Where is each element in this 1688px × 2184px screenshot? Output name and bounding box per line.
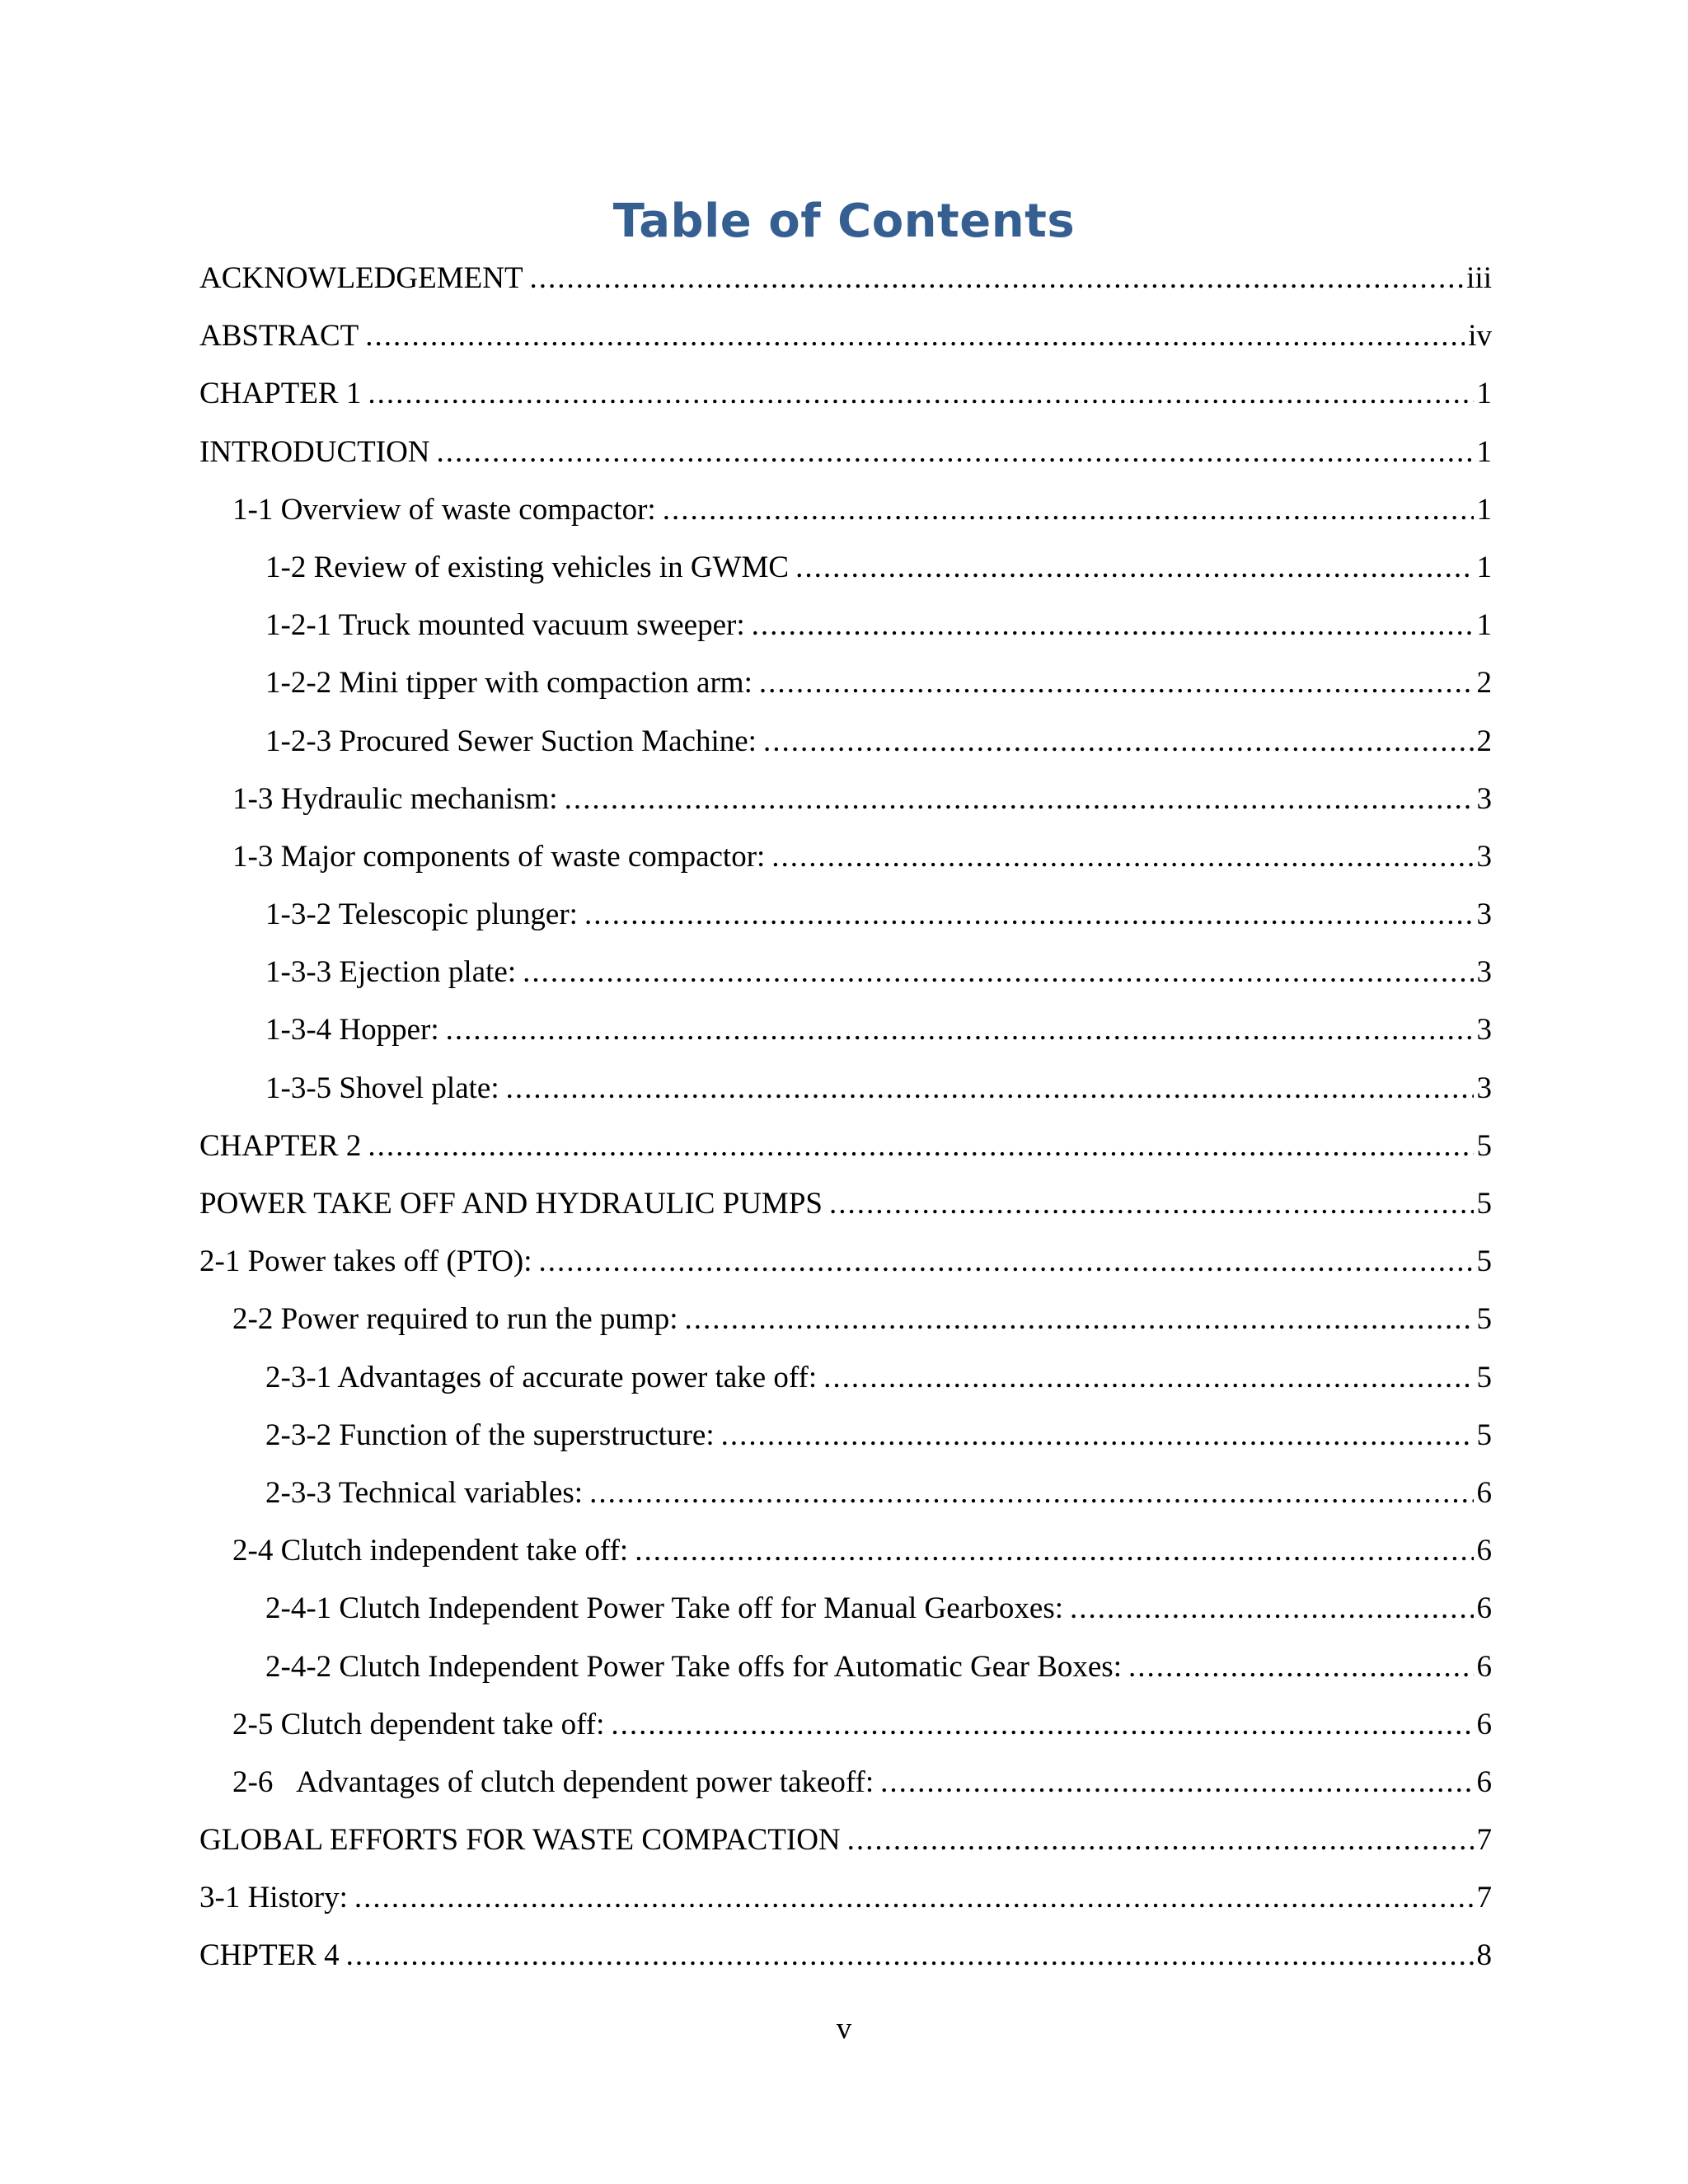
dot-leader <box>523 949 1473 996</box>
toc-entry[interactable] <box>199 602 1492 660</box>
dot-leader <box>446 1007 1474 1053</box>
toc-entry[interactable] <box>199 1066 1492 1123</box>
toc-entry-title: 2-4-2 Clutch Independent Power Take offs for Automatic Gear Boxes: <box>265 1649 1122 1684</box>
dot-leader <box>635 1528 1473 1574</box>
toc-entry-title: 1-2 Review of existing vehicles in GWMC <box>265 550 790 584</box>
toc-entry-page: 7 <box>1476 1881 1492 1915</box>
toc-entry-title: 1-2-2 Mini tipper with compaction arm: <box>265 666 753 701</box>
toc-entry-page: 5 <box>1476 1302 1492 1337</box>
toc-entry-page: 1 <box>1476 434 1492 469</box>
dot-leader <box>763 719 1474 765</box>
toc-entry-page: 8 <box>1476 1938 1492 1973</box>
dot-leader <box>584 892 1474 938</box>
toc-entry[interactable] <box>199 313 1492 371</box>
dot-leader <box>368 1123 1473 1169</box>
toc-entry[interactable] <box>199 1181 1492 1239</box>
dot-leader <box>752 602 1474 649</box>
toc-entry-page: 6 <box>1476 1591 1492 1626</box>
toc-entry[interactable] <box>199 1528 1492 1586</box>
toc-entry-page: 1 <box>1476 492 1492 527</box>
toc-entry[interactable] <box>199 1470 1492 1528</box>
toc-entry[interactable] <box>199 1123 1492 1181</box>
toc-entry-page: 6 <box>1476 1649 1492 1684</box>
toc-entry-page: iii <box>1466 261 1492 295</box>
toc-entry-title: 1-3-5 Shovel plate: <box>265 1071 499 1105</box>
toc-entry-page: 3 <box>1476 1071 1492 1105</box>
dot-leader <box>795 545 1473 591</box>
dot-leader <box>539 1239 1474 1285</box>
toc-entry[interactable] <box>199 776 1492 834</box>
dot-leader <box>1128 1644 1474 1690</box>
toc-entry-page: 5 <box>1476 1187 1492 1221</box>
toc-entry-title: 1-2-3 Procured Sewer Suction Machine: <box>265 724 757 758</box>
toc-entry-page: 1 <box>1476 550 1492 584</box>
toc-entry[interactable] <box>199 371 1492 429</box>
toc-entry[interactable] <box>199 1817 1492 1875</box>
toc-entry-title: 1-3-4 Hopper: <box>265 1013 439 1047</box>
toc-entry[interactable] <box>199 719 1492 776</box>
dot-leader <box>663 487 1474 533</box>
toc-entry-title: 1-3 Hydraulic mechanism: <box>232 781 558 816</box>
toc-entry-title: 2-2 Power required to run the pump: <box>232 1302 678 1337</box>
toc-entry-title: 2-4-1 Clutch Independent Power Take off for Manual Gearboxes: <box>265 1591 1064 1626</box>
dot-leader <box>880 1760 1473 1806</box>
dot-leader <box>847 1817 1474 1863</box>
toc-entry-page: 3 <box>1476 898 1492 932</box>
dot-leader <box>346 1933 1474 1979</box>
toc-entry[interactable] <box>199 1933 1492 1990</box>
toc-entry-title: 1-3 Major components of waste compactor: <box>232 839 766 874</box>
toc-entry-title: ACKNOWLEDGEMENT <box>199 261 523 295</box>
page-title: Table of Contents <box>612 194 1076 248</box>
toc-entry-title: 2-6 Advantages of clutch dependent power takeoff: <box>232 1765 874 1799</box>
toc-entry[interactable] <box>199 834 1492 892</box>
toc-entry[interactable] <box>199 1760 1492 1817</box>
dot-leader <box>365 313 1465 359</box>
toc-entry[interactable] <box>199 1296 1492 1354</box>
toc-entry-page: 1 <box>1476 377 1492 411</box>
dot-leader <box>611 1702 1473 1748</box>
dot-leader <box>771 834 1473 880</box>
toc-entry-title: 1-3-2 Telescopic plunger: <box>265 898 578 932</box>
toc-entry[interactable] <box>199 892 1492 949</box>
dot-leader <box>759 660 1474 706</box>
toc-entry[interactable] <box>199 429 1492 487</box>
dot-leader <box>1070 1586 1473 1632</box>
toc-entry-title: 2-3-2 Function of the superstructure: <box>265 1418 715 1452</box>
dot-leader <box>589 1470 1473 1516</box>
dot-leader <box>354 1875 1474 1921</box>
toc-entry[interactable] <box>199 1007 1492 1065</box>
toc-entry[interactable] <box>199 949 1492 1007</box>
dot-leader <box>530 255 1464 302</box>
toc-entry-page: iv <box>1468 319 1492 354</box>
toc-entry[interactable] <box>199 1239 1492 1296</box>
toc-entry-page: 3 <box>1476 955 1492 990</box>
toc-entry-page: 1 <box>1476 608 1492 643</box>
toc-entry[interactable] <box>199 487 1492 545</box>
toc-entry[interactable] <box>199 1644 1492 1702</box>
dot-leader <box>829 1181 1474 1227</box>
toc-entry[interactable] <box>199 1355 1492 1413</box>
toc-entry-title: 1-1 Overview of waste compactor: <box>232 492 656 527</box>
toc-entry-title: CHPTER 4 <box>199 1938 340 1973</box>
toc-entry-title: 2-3-1 Advantages of accurate power take off: <box>265 1360 818 1394</box>
toc-entry[interactable] <box>199 1586 1492 1643</box>
toc-entry-page: 6 <box>1476 1475 1492 1510</box>
toc-entry-page: 6 <box>1476 1765 1492 1799</box>
dot-leader <box>506 1066 1474 1112</box>
toc-entry[interactable] <box>199 255 1492 313</box>
toc-entry-page: 5 <box>1476 1128 1492 1163</box>
toc-entry-title: 1-2-1 Truck mounted vacuum sweeper: <box>265 608 745 643</box>
toc-entry-page: 3 <box>1476 1013 1492 1047</box>
toc-entry-page: 6 <box>1476 1707 1492 1741</box>
toc-entry-page: 5 <box>1476 1360 1492 1394</box>
toc-entry-title: INTRODUCTION <box>199 434 430 469</box>
toc-entry[interactable] <box>199 1702 1492 1760</box>
toc-entry-page: 7 <box>1476 1823 1492 1858</box>
dot-leader <box>823 1355 1473 1401</box>
toc-entry-title: 1-3-3 Ejection plate: <box>265 955 517 990</box>
toc-entry-title: CHAPTER 1 <box>199 377 362 411</box>
toc-entry-page: 6 <box>1476 1534 1492 1568</box>
toc-entry-title: ABSTRACT <box>199 319 359 354</box>
toc-entry-page: 3 <box>1476 781 1492 816</box>
toc-entry-page: 5 <box>1476 1418 1492 1452</box>
toc-entry[interactable] <box>199 545 1492 602</box>
toc-entry-page: 2 <box>1476 666 1492 701</box>
toc-entry[interactable] <box>199 660 1492 718</box>
toc-entry[interactable] <box>199 1875 1492 1933</box>
toc-entry-title: 2-4 Clutch independent take off: <box>232 1534 629 1568</box>
dot-leader <box>685 1296 1474 1343</box>
toc-entry-title: 3-1 History: <box>199 1881 348 1915</box>
dot-leader <box>565 776 1474 823</box>
toc-entry-page: 2 <box>1476 724 1492 758</box>
toc-entry-title: POWER TAKE OFF AND HYDRAULIC PUMPS <box>199 1187 823 1221</box>
toc-entry-page: 3 <box>1476 839 1492 874</box>
dot-leader <box>437 429 1474 476</box>
toc-entry-title: 2-5 Clutch dependent take off: <box>232 1707 605 1741</box>
page-number: v <box>836 2012 852 2046</box>
dot-leader <box>721 1413 1474 1459</box>
toc-entry-title: GLOBAL EFFORTS FOR WASTE COMPACTION <box>199 1823 841 1858</box>
toc-entry-title: 2-1 Power takes off (PTO): <box>199 1244 532 1279</box>
toc-entry[interactable] <box>199 1413 1492 1470</box>
toc-entry-title: 2-3-3 Technical variables: <box>265 1475 584 1510</box>
dot-leader <box>368 371 1473 417</box>
toc-entry-page: 5 <box>1476 1244 1492 1279</box>
toc-entry-title: CHAPTER 2 <box>199 1128 362 1163</box>
toc-list <box>199 255 1492 1991</box>
